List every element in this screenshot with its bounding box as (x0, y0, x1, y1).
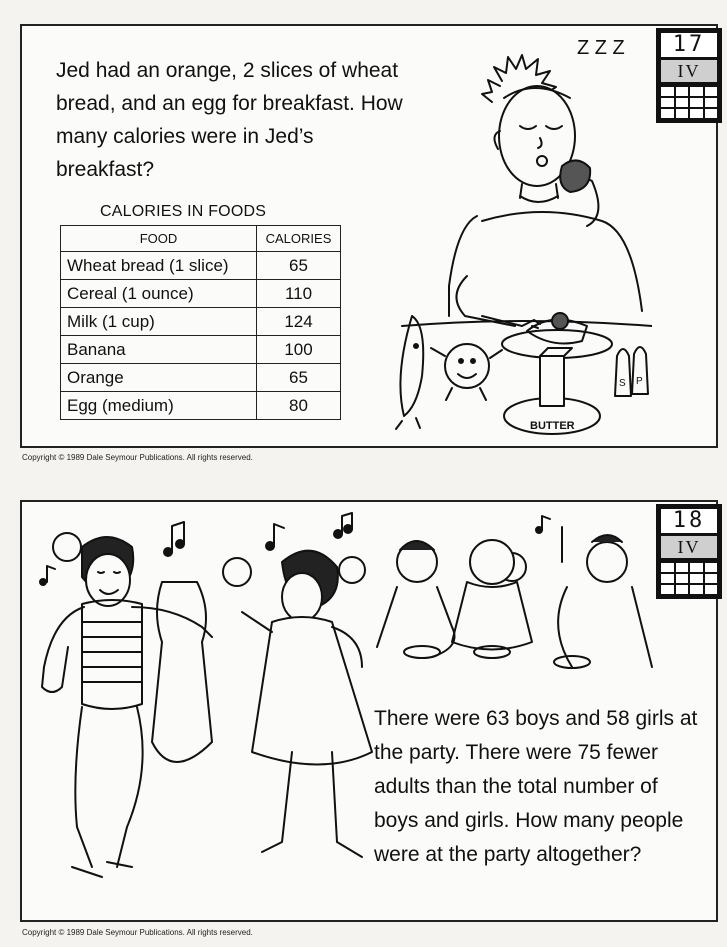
food-cell: Egg (medium) (61, 392, 257, 420)
problem-card-18 (20, 500, 718, 922)
calories-cell: 65 (257, 252, 341, 280)
calories-cell: 65 (257, 364, 341, 392)
pepper-label: P (636, 376, 643, 387)
problem-text: There were 63 boys and 58 girls at the party. There were 75 fewer adults than the total number of boys and girls. How many people were at the party altogether? (374, 707, 698, 866)
table-title: CALORIES IN FOODS (100, 203, 267, 220)
column-header-food: FOOD (61, 226, 257, 252)
level-grid-icon (661, 563, 717, 594)
problem-card-17 (20, 24, 718, 448)
table-row (61, 280, 341, 308)
column-header-calories: CALORIES (257, 226, 341, 252)
salt-label: S (619, 378, 626, 389)
food-cell: Wheat bread (1 slice) (61, 252, 257, 280)
table-row (61, 336, 341, 364)
calories-cell: 110 (257, 280, 341, 308)
calories-cell: 100 (257, 336, 341, 364)
card-number-badge (656, 504, 722, 599)
level-grid-icon (661, 87, 717, 118)
butter-label: BUTTER (530, 420, 575, 432)
table-row (61, 252, 341, 280)
table-row (61, 308, 341, 336)
table-row (61, 364, 341, 392)
food-cell: Orange (61, 364, 257, 392)
food-cell: Cereal (1 ounce) (61, 280, 257, 308)
breakfast-illustration (372, 26, 652, 446)
table-header-row (61, 226, 341, 252)
copyright-text: Copyright © 1989 Dale Seymour Publications. All rights reserved. (22, 928, 253, 937)
level-label: IV (661, 536, 717, 560)
problem-text: Jed had an orange, 2 slices of wheat bread, and an egg for breakfast. How many calories were in Jed’s breakfast? (56, 59, 403, 181)
card-number: 18 (661, 509, 717, 533)
food-cell: Milk (1 cup) (61, 308, 257, 336)
card-number-badge (656, 28, 722, 123)
calories-cell: 124 (257, 308, 341, 336)
table-row (61, 392, 341, 420)
calories-cell: 80 (257, 392, 341, 420)
food-cell: Banana (61, 336, 257, 364)
level-label: IV (661, 60, 717, 84)
snore-text: Z Z Z (577, 37, 625, 59)
copyright-text: Copyright © 1989 Dale Seymour Publications. All rights reserved. (22, 453, 253, 462)
card-number: 17 (661, 33, 717, 57)
calories-table (60, 225, 341, 420)
